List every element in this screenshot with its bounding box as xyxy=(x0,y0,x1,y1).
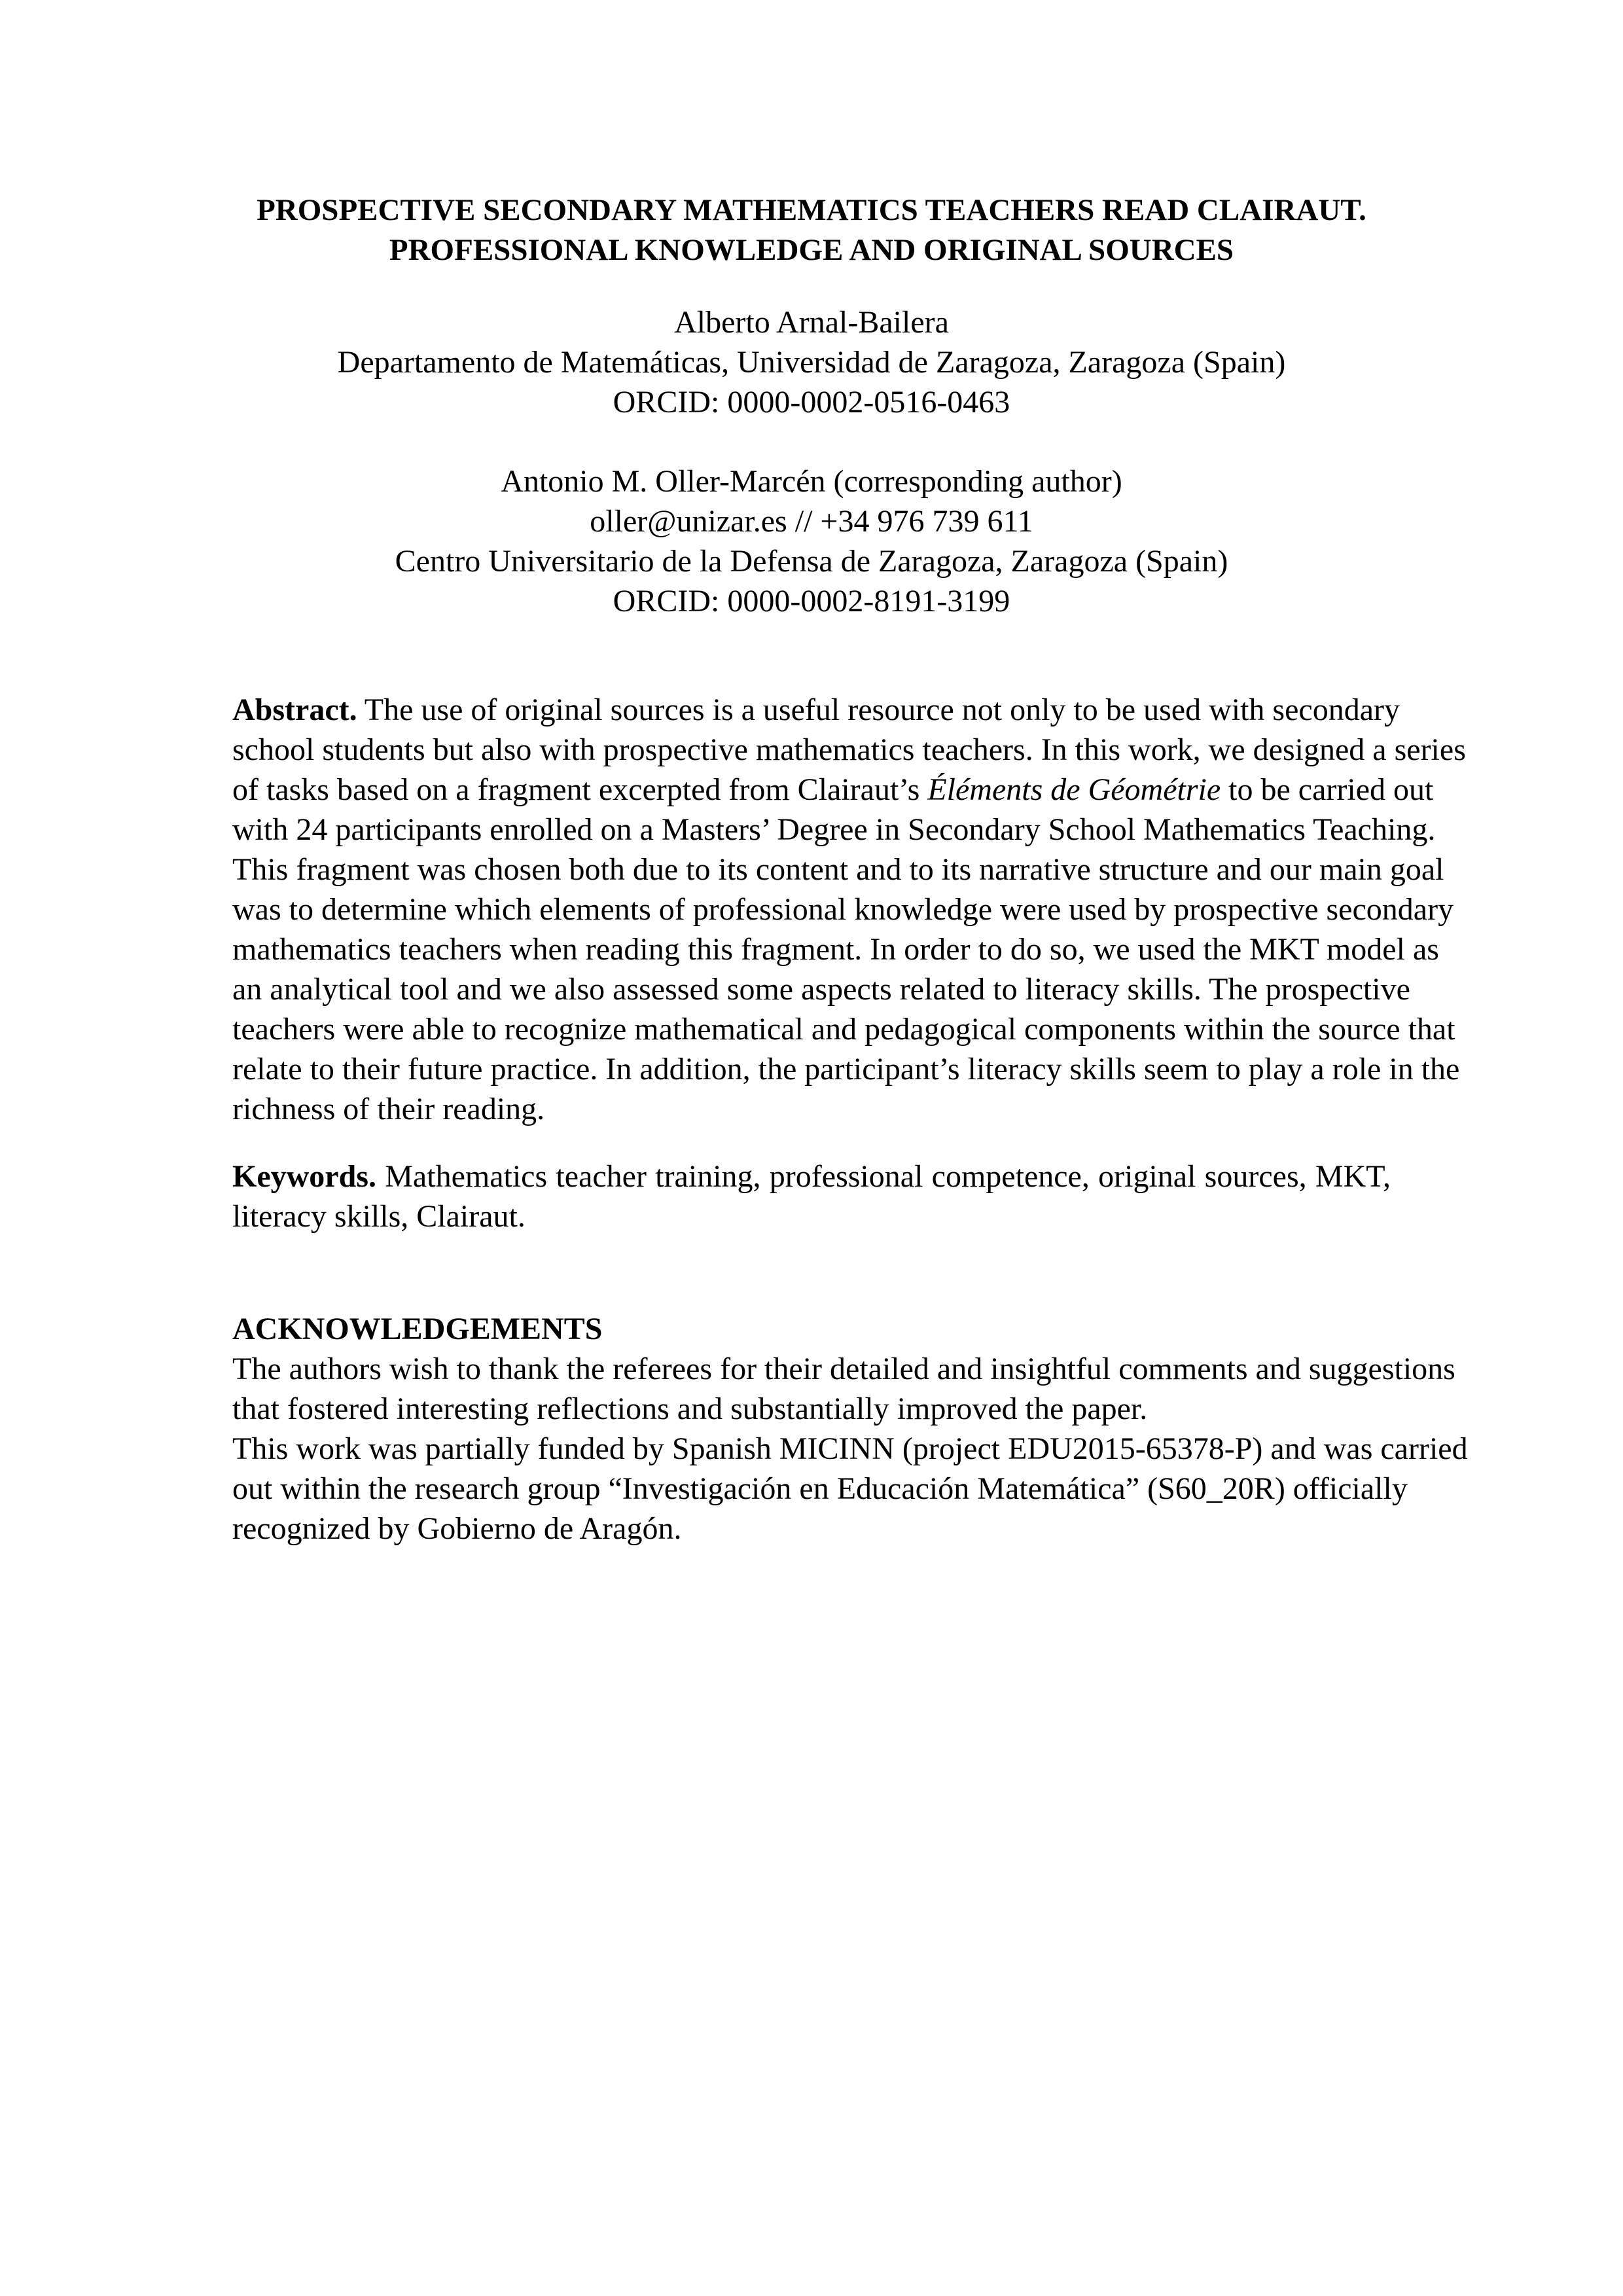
keywords-line: Keywords. Mathematics teacher training, professional competence, original sources, MKT, xyxy=(232,1159,1391,1194)
author-orcid: ORCID: 0000-0002-0516-0463 xyxy=(613,385,1010,420)
ack-line: The authors wish to thank the referees for their detailed and insightful comments and suggestions xyxy=(232,1352,1455,1386)
abstract xyxy=(232,690,1466,1129)
title-line: PROSPECTIVE SECONDARY MATHEMATICS TEACHERS READ CLAIRAUT. xyxy=(257,193,1366,227)
author-affiliation: Departamento de Matemáticas, Universidad de Zaragoza, Zaragoza (Spain) xyxy=(337,345,1286,380)
abstract-line: richness of their reading. xyxy=(232,1092,545,1126)
abstract-line: relate to their future practice. In addition, the participant’s literacy skills seem to play a role in the xyxy=(232,1052,1460,1086)
abstract-line: teachers were able to recognize mathematical and pedagogical components within the source that xyxy=(232,1012,1455,1047)
author-name: Alberto Arnal-Bailera xyxy=(674,305,949,340)
acknowledgements-heading: ACKNOWLEDGEMENTS xyxy=(232,1312,603,1346)
author-block-2 xyxy=(232,461,1391,621)
abstract-line: was to determine which elements of professional knowledge were used by prospective secondary xyxy=(232,892,1454,927)
abstract-line: mathematics teachers when reading this fragment. In order to do so, we used the MKT model as xyxy=(232,932,1439,967)
author-affiliation: Centro Universitario de la Defensa de Zaragoza, Zaragoza (Spain) xyxy=(395,544,1228,579)
abstract-line: with 24 participants enrolled on a Masters’ Degree in Secondary School Mathematics Teaching. xyxy=(232,812,1436,847)
abstract-line: This fragment was chosen both due to its content and to its narrative structure and our main goal xyxy=(232,852,1444,887)
ack-line: out within the research group “Investigación en Educación Matemática” (S60_20R) officially xyxy=(232,1471,1408,1506)
acknowledgements xyxy=(232,1309,1468,1549)
keywords xyxy=(232,1157,1391,1236)
title-line: PROFESSIONAL KNOWLEDGE AND ORIGINAL SOURCES xyxy=(389,233,1234,267)
ack-line: that fostered interesting reflections and substantially improved the paper. xyxy=(232,1391,1148,1426)
author-contact: oller@unizar.es // +34 976 739 611 xyxy=(590,504,1033,539)
book-title: Éléments de Géométrie xyxy=(927,772,1221,807)
abstract-line: an analytical tool and we also assessed some aspects related to literacy skills. The prospective xyxy=(232,972,1410,1007)
ack-line: recognized by Gobierno de Aragón. xyxy=(232,1511,682,1546)
abstract-line: school students but also with prospective mathematics teachers. In this work, we designed a series xyxy=(232,732,1466,767)
author-block-1 xyxy=(232,302,1391,422)
paper-title xyxy=(232,190,1391,270)
ack-line: This work was partially funded by Spanish MICINN (project EDU2015-65378-P) and was carried xyxy=(232,1431,1468,1466)
abstract-line: Abstract. The use of original sources is a useful resource not only to be used with secondary xyxy=(232,692,1400,727)
keywords-line: literacy skills, Clairaut. xyxy=(232,1199,526,1234)
keywords-label: Keywords. xyxy=(232,1159,376,1194)
author-name: Antonio M. Oller-Marcén (corresponding author) xyxy=(501,464,1122,499)
abstract-line: of tasks based on a fragment excerpted from Clairaut’s Éléments de Géométrie to be carried out xyxy=(232,772,1434,807)
abstract-label: Abstract. xyxy=(232,692,357,727)
author-orcid: ORCID: 0000-0002-8191-3199 xyxy=(613,584,1010,619)
